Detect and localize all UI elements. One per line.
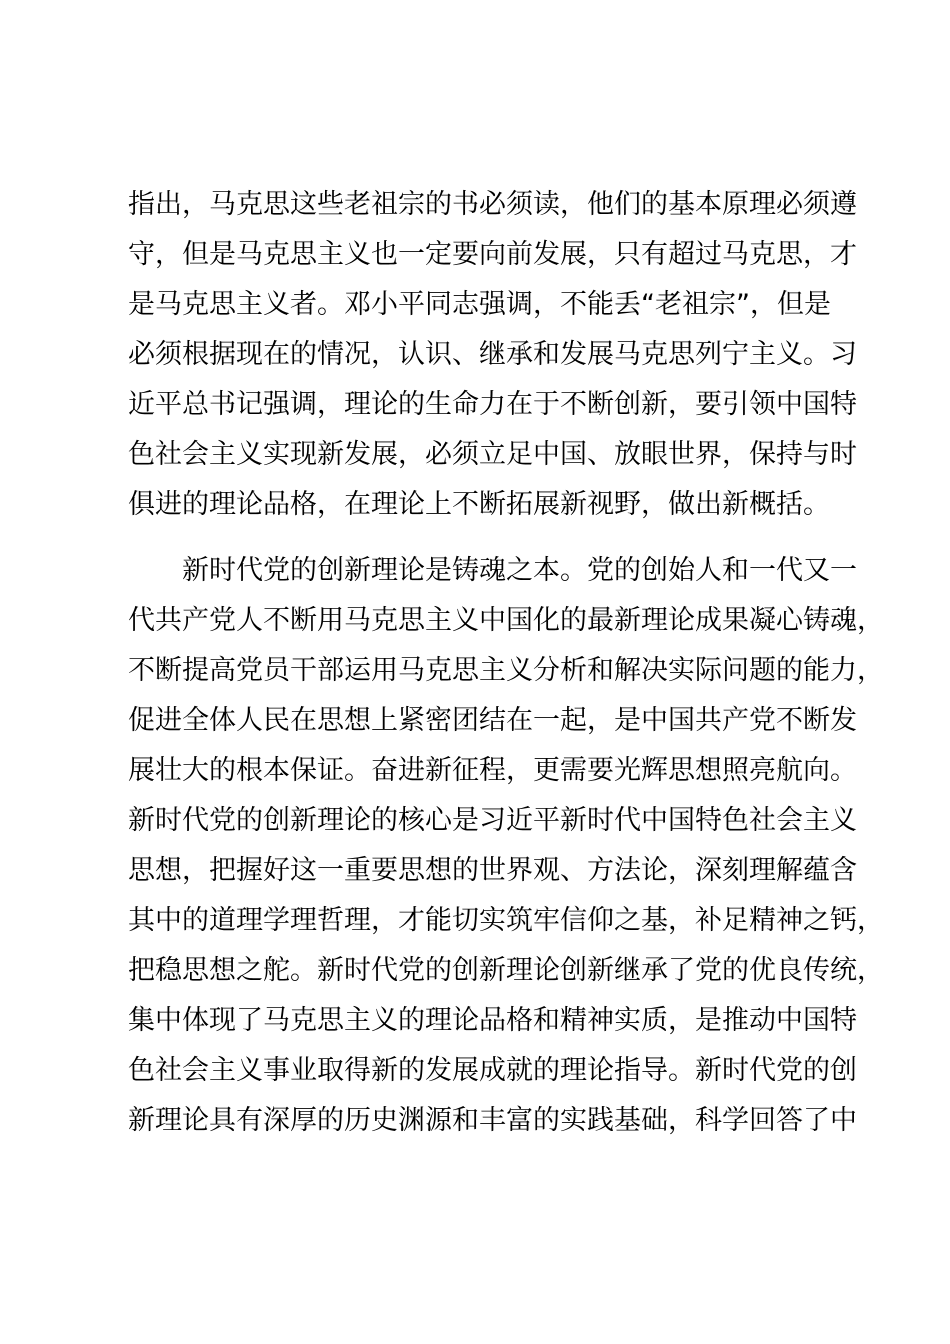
text-line: 色社会主义事业取得新的发展成就的理论指导。新时代党的创 xyxy=(128,1055,857,1086)
text-line: 代共产党人不断用马克思主义中国化的最新理论成果凝心铸魂， xyxy=(128,605,884,636)
paragraph-1 xyxy=(128,180,868,530)
text-line: 是马克思主义者。邓小平同志强调，不能丢“老祖宗”，但是 xyxy=(128,289,831,320)
text-line: 思想，把握好这一重要思想的世界观、方法论，深刻理解蕴含 xyxy=(128,855,857,886)
text-line: 近平总书记强调，理论的生命力在于不断创新，要引领中国特 xyxy=(128,389,857,420)
text-line: 新时代党的创新理论是铸魂之本。党的创始人和一代又一 xyxy=(128,555,857,586)
text-line: 指出，马克思这些老祖宗的书必须读，他们的基本原理必须遵 xyxy=(128,189,857,220)
text-line: 色社会主义实现新发展，必须立足中国、放眼世界，保持与时 xyxy=(128,439,857,470)
text-line: 促进全体人民在思想上紧密团结在一起，是中国共产党不断发 xyxy=(128,705,857,736)
text-line: 俱进的理论品格，在理论上不断拓展新视野，做出新概括。 xyxy=(128,489,830,520)
paragraph-2 xyxy=(128,546,884,1146)
text-line: 其中的道理学理哲理，才能切实筑牢信仰之基，补足精神之钙， xyxy=(128,905,884,936)
text-line: 把稳思想之舵。新时代党的创新理论创新继承了党的优良传统， xyxy=(128,955,884,986)
text-line: 展壮大的根本保证。奋进新征程，更需要光辉思想照亮航向。 xyxy=(128,755,857,786)
text-line: 集中体现了马克思主义的理论品格和精神实质，是推动中国特 xyxy=(128,1005,857,1036)
text-line: 守，但是马克思主义也一定要向前发展，只有超过马克思，才 xyxy=(128,239,857,270)
text-line: 必须根据现在的情况，认识、继承和发展马克思列宁主义。习 xyxy=(128,339,857,370)
text-line: 新时代党的创新理论的核心是习近平新时代中国特色社会主义 xyxy=(128,805,857,836)
text-line: 新理论具有深厚的历史渊源和丰富的实践基础，科学回答了中 xyxy=(128,1105,857,1136)
text-line: 不断提高党员干部运用马克思主义分析和解决实际问题的能力， xyxy=(128,655,884,686)
